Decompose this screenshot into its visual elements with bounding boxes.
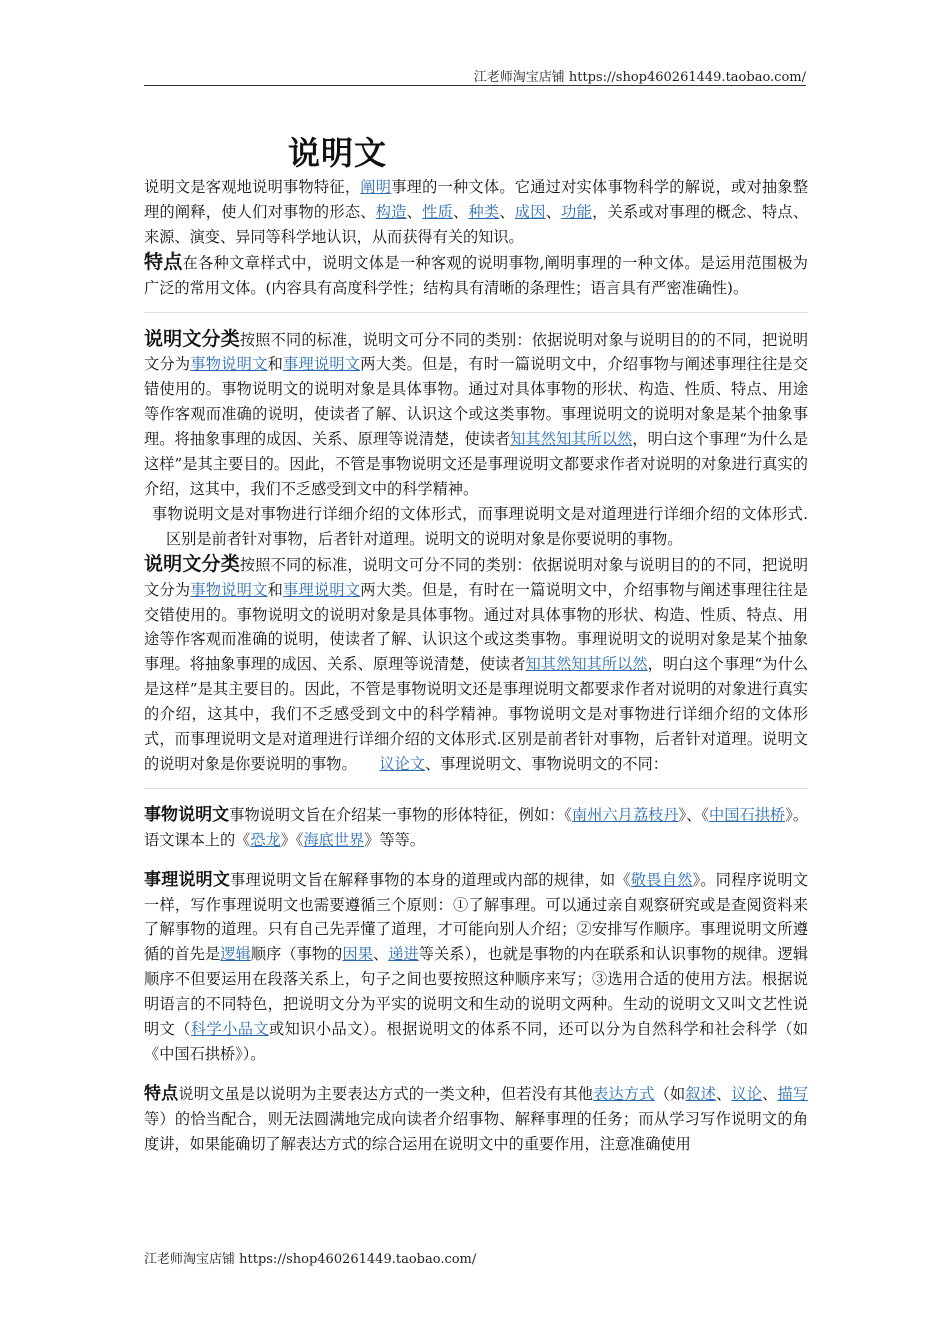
text: 、事理说明文、事物说明文的不同： (424, 754, 668, 773)
link-haidi-shijie[interactable]: 海底世界 (303, 830, 365, 849)
text: 在各种文章样式中，说明文体是一种客观的说明事物,阐明事理的一种文体。是运用范围极为广泛的常用文体。(内容具有高度科学性；结构具有清晰的条理性；语言具有严密准确性)。 (144, 253, 808, 297)
text: 按照不同的标准，说明文可分不同的类别：依据说明对象与说明目的的不同，把说明文分为 (144, 555, 808, 599)
link-dijin[interactable]: 递进 (388, 945, 419, 964)
text: 说明文是客观地说明事物特征， (144, 178, 361, 196)
text: 、 (452, 202, 469, 221)
text: 》等等。 (364, 830, 425, 849)
link-zhiqiran[interactable]: 知其然知其所以然 (510, 430, 633, 449)
classification-paragraph-1 (144, 327, 808, 502)
section-heading: 说明文分类 (144, 552, 240, 575)
features-paragraph-1 (144, 250, 808, 301)
spacer (144, 853, 808, 868)
text: 等）的恰当配合，则无法圆满地完成向读者介绍事物、解释事理的任务；而从学习写作说明文的角度讲，如果能确切了解表达方式的综合运用在说明文中的重要作用，注意准确使用 (144, 1109, 808, 1153)
section-heading: 特点 (144, 250, 183, 273)
link-xingzhi[interactable]: 性质 (422, 202, 453, 221)
text: 事理说明文旨在解释事物的本身的道理或内部的规律，如《 (230, 870, 631, 889)
link-luoji[interactable]: 逻辑 (220, 945, 251, 964)
text: 事物说明文旨在介绍某一事物的形体特征，例如：《 (229, 805, 572, 824)
document-body (144, 175, 808, 1157)
link-zhiqiran[interactable]: 知其然知其所以然 (525, 655, 648, 674)
text: 、 (716, 1084, 732, 1103)
reason-expository-paragraph (144, 868, 808, 1067)
link-yinguo[interactable]: 因果 (342, 945, 373, 964)
link-reason-expository[interactable]: 事理说明文 (283, 355, 361, 374)
text: 、 (762, 1084, 778, 1103)
classification-note: 事物说明文是对事物进行详细介绍的文体形式，而事理说明文是对道理进行详细介绍的文体形式.区别是前者针对事物，后者针对道理。说明文的说明对象是你要说明的事物。 (152, 504, 808, 548)
text: 》《 (280, 830, 304, 849)
page-header: 江老师淘宝店铺 https://shop460261449.taobao.com/ (473, 70, 806, 85)
link-thing-expository[interactable]: 事物说明文 (190, 355, 268, 374)
link-biaoda-fangshi[interactable]: 表达方式 (593, 1084, 655, 1103)
link-miaoxie[interactable]: 描写 (777, 1084, 809, 1103)
link-thing-expository[interactable]: 事物说明文 (190, 580, 268, 599)
text: （如 (654, 1084, 686, 1103)
section-divider (144, 312, 808, 313)
text: ，明白这个事理“为什么是这样”是其主要目的。因此，不管是事物说明文还是事理说明文都要求作者对说明的对象进行真实的介绍，这其中，我们不乏感受到文中的科学精神。 (144, 430, 809, 498)
link-argumentative[interactable]: 议论文 (379, 754, 425, 773)
intro-paragraph (144, 175, 808, 250)
text: 顺序（事物的 (250, 945, 343, 964)
text: 事理的一种文体。它通过对实体事物科学的解说，或对抽象整理的阐释，使人们对事物的形态、 (144, 178, 809, 221)
text: 》。语文课本上的《 (144, 805, 809, 849)
text: 或知识小品文）。根据说明文的体系不同，还可以分为自然科学和社会科学（如《中国石拱桥》）。 (144, 1020, 809, 1063)
features-paragraph-2 (144, 1082, 808, 1157)
text: 两大类。但是，有时一篇说明文中，介绍事物与阐述事理往往是交错使用的。事物说明文的说明对象是具体事物。通过对具体事物的形状、构造、性质、特点、用途等作客观而准确的说明，使读者了解、认识这个或这类事物。事理说明文的说明对象是某个抽象事理。将抽象事理的成因、关系、原理等说清楚，使读者 (144, 355, 809, 449)
text: 》。同程序说明文一样，写作事理说明文也需要遵循三个原则：①了解事理。可以通过亲自观察研究或是查阅资料来了解事物的道理。只有自己先弄懂了道理，才可能向别人介绍；②安排写作顺序。事理说明文所遵循的首先是 (144, 870, 809, 964)
text: 、 (406, 202, 423, 221)
text: 按照不同的标准，说明文可分不同的类别：依据说明对象与说明目的的不同，把说明文分为 (144, 330, 808, 374)
link-reason-expository[interactable]: 事理说明文 (283, 580, 361, 599)
text: ，关系或对事理的概念、特点、来源、演变、异同等科学地认识，从而获得有关的知识。 (144, 202, 809, 246)
page-title: 说明文 (288, 134, 388, 172)
text: 和 (267, 355, 284, 374)
link-gouzao[interactable]: 构造 (375, 202, 407, 221)
link-shigongqiao[interactable]: 中国石拱桥 (709, 805, 786, 824)
section-heading: 说明文分类 (144, 327, 240, 350)
text: 说明文虽是以说明为主要表达方式的一类文种，但若没有其他 (178, 1084, 594, 1103)
section-heading: 事理说明文 (144, 869, 231, 890)
thing-expository-paragraph (144, 803, 808, 853)
text: 》、《 (678, 805, 710, 824)
link-gongneng[interactable]: 功能 (561, 202, 593, 221)
section-heading: 特点 (144, 1083, 179, 1104)
section-heading: 事物说明文 (144, 804, 230, 825)
text: 、 (499, 202, 515, 221)
link-lizhidan[interactable]: 南州六月荔枝丹 (571, 805, 679, 824)
text: 、 (372, 945, 389, 964)
link-chanming[interactable]: 阐明 (360, 178, 392, 196)
text: 和 (267, 580, 284, 599)
link-xushu[interactable]: 叙述 (685, 1084, 717, 1103)
text: 、 (545, 202, 562, 221)
text: 两大类。但是，有时在一篇说明文中，介绍事物与阐述事理往往是交错使用的。事物说明文的说明对象是具体事物。通过对具体事物的形状、构造、性质、特点、用途等作客观而准确的说明，使读者了解、认识这个或这类事物。事理说明文的说明对象是某个抽象事理。将抽象事理的成因、关系、原理等说清楚，使读者 (144, 580, 809, 674)
link-konglong[interactable]: 恐龙 (250, 830, 281, 849)
text: ，明白这个事理“为什么是这样”是其主要目的。因此，不管是事物说明文还是事理说明文都要求作者对说明的对象进行真实的介绍，这其中，我们不乏感受到文中的科学精神。事物说明文是对事物进行详细介绍的文体形式，而事理说明文是对道理进行详细介绍的文体形式.区别是前者针对事物，后者针对道理。说明文的说明对象是你要说明的事物。 (144, 655, 809, 773)
spacer (144, 1067, 808, 1082)
link-yilun[interactable]: 议论 (731, 1084, 763, 1103)
classification-paragraph-2 (144, 552, 808, 777)
link-zhonglei[interactable]: 种类 (468, 202, 500, 221)
link-jingwei-ziran[interactable]: 敬畏自然 (630, 870, 693, 889)
section-divider (144, 788, 808, 789)
link-kexue-xiaopinwen[interactable]: 科学小品文 (190, 1020, 270, 1039)
header-divider (144, 85, 806, 86)
link-chengyin[interactable]: 成因 (514, 202, 546, 221)
text: 等关系），也就是事物的内在联系和认识事物的规律。逻辑顺序不但要运用在段落关系上，句子之间也要按照这种顺序来写；③选用合适的使用方法。根据说明语言的不同特色，把说明文分为平实的说明文和生动的说明文两种。生动的说明文又叫文艺性说明文（ (144, 945, 809, 1039)
page-footer: 江老师淘宝店铺 https://shop460261449.taobao.com/ (144, 1252, 477, 1267)
